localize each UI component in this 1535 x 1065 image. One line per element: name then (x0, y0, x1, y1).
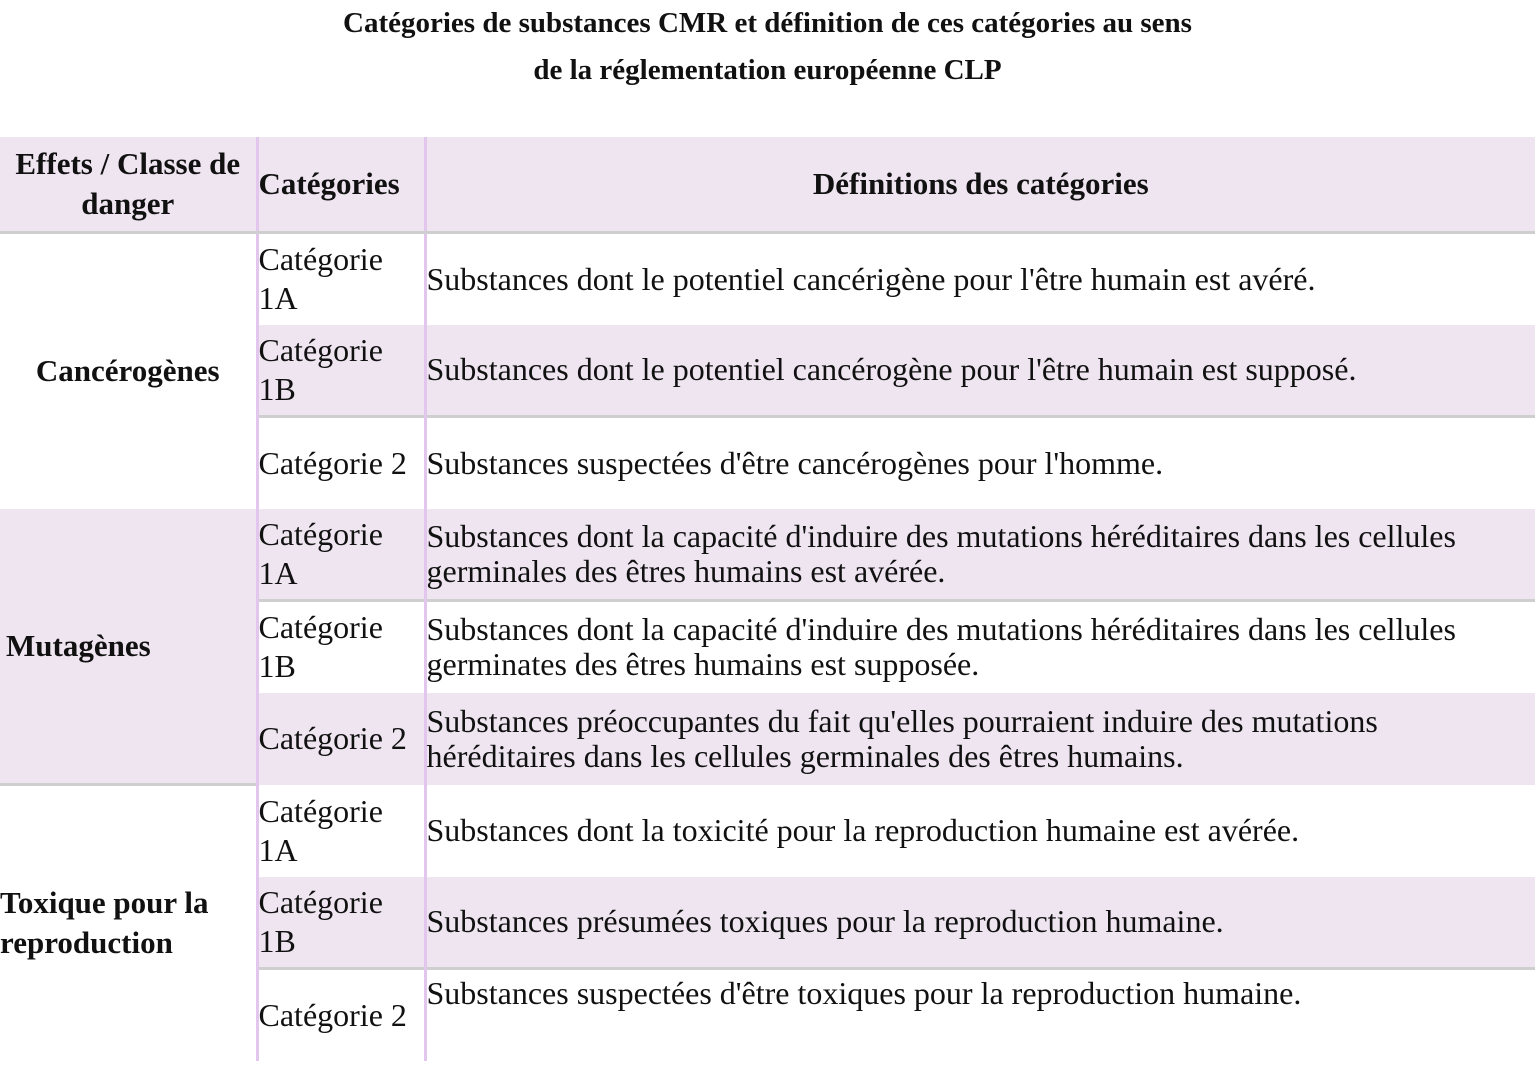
category-cell: Catégorie 2 (257, 969, 425, 1061)
definition-cell: Substances dont le potentiel cancérogène pour l'être humain est supposé. (425, 325, 1535, 417)
table-row (0, 509, 1535, 601)
definition-cell: Substances présumées toxiques pour la reproduction humaine. (425, 877, 1535, 969)
category-cell: Catégorie 1A (257, 233, 425, 325)
category-cell: Catégorie 2 (257, 693, 425, 785)
definition-cell: Substances dont la capacité d'induire des mutations héréditaires dans les cellules germinates des êtres humains est supposée. (425, 601, 1535, 693)
definition-cell: Substances préoccupantes du fait qu'elles pourraient induire des mutations héréditaires dans les cellules germinales des êtres humains. (425, 693, 1535, 785)
definition-cell: Substances suspectées d'être cancérogènes pour l'homme. (425, 417, 1535, 509)
group-reproductive-toxicants: Toxique pour la reproduction (0, 785, 257, 1061)
definition-cell: Substances dont le potentiel cancérigène pour l'être humain est avéré. (425, 233, 1535, 325)
category-cell: Catégorie 1B (257, 601, 425, 693)
definition-cell: Substances dont la capacité d'induire des mutations héréditaires dans les cellules germinales des êtres humains est avérée. (425, 509, 1535, 601)
table-row (0, 785, 1535, 877)
group-carcinogens: Cancérogènes (0, 233, 257, 509)
definition-cell: Substances suspectées d'être toxiques pour la reproduction humaine. (425, 969, 1535, 1061)
header-categories: Catégories (257, 137, 425, 233)
header-definitions: Définitions des catégories (425, 137, 1535, 233)
category-cell: Catégorie 1A (257, 785, 425, 877)
title-line-2: de la réglementation européenne CLP (533, 54, 1002, 86)
table-header-row (0, 137, 1535, 233)
category-cell: Catégorie 1B (257, 325, 425, 417)
cmr-categories-table (0, 137, 1535, 1061)
category-cell: Catégorie 2 (257, 417, 425, 509)
table-row (0, 233, 1535, 325)
category-cell: Catégorie 1A (257, 509, 425, 601)
header-effects: Effets / Classe de danger (0, 137, 257, 233)
definition-cell: Substances dont la toxicité pour la reproduction humaine est avérée. (425, 785, 1535, 877)
title-line-1: Catégories de substances CMR et définition de ces catégories au sens (343, 7, 1192, 39)
group-mutagens: Mutagènes (0, 509, 257, 785)
page-title (0, 0, 1535, 94)
category-cell: Catégorie 1B (257, 877, 425, 969)
